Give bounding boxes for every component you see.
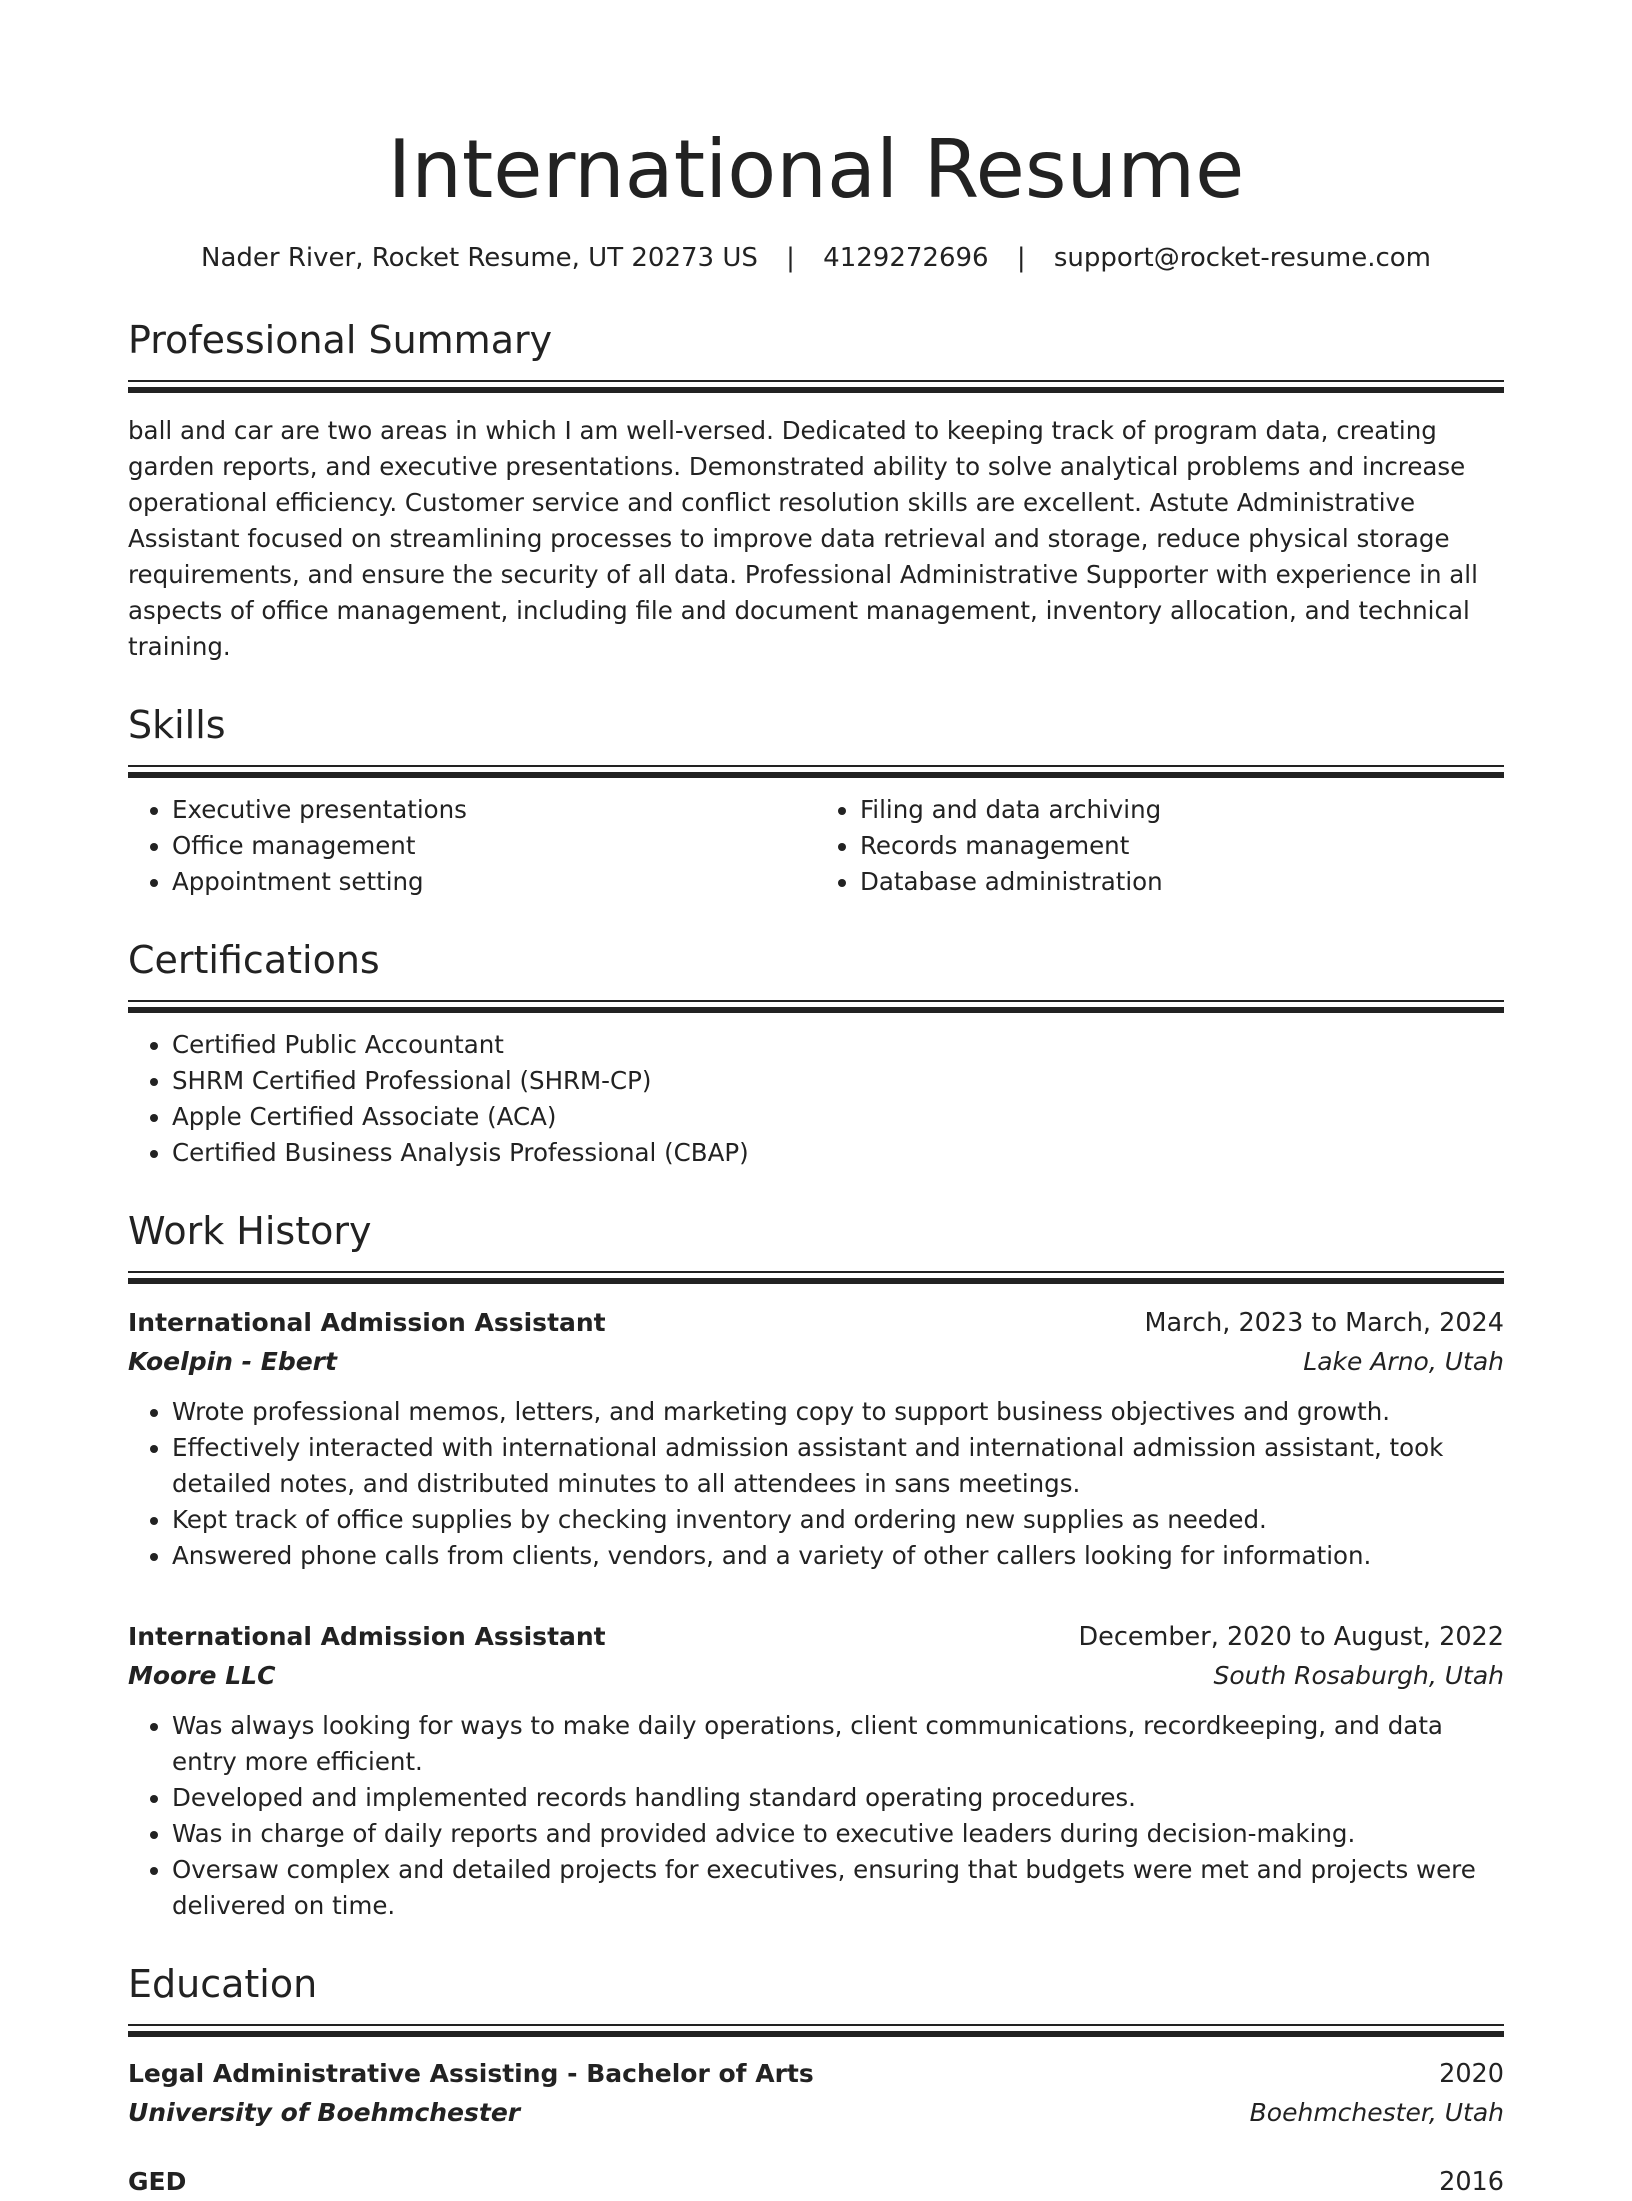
contact-phone: 4129272696 (823, 243, 989, 273)
education-entry (128, 2163, 1504, 2201)
section-heading: Skills (128, 703, 226, 747)
contact-email: support@rocket-resume.com (1053, 243, 1431, 273)
contact-address: Nader River, Rocket Resume, UT 20273 US (201, 243, 758, 273)
education-school: University of Boehmchester (128, 2098, 521, 2127)
certification-item: • Certified Business Analysis Professional (CBAP) (172, 1135, 1504, 1171)
skill-item: • Executive presentations (172, 792, 816, 828)
job-duties (128, 1394, 1504, 1574)
education-degree: GED (128, 2167, 187, 2196)
job-location: South Rosaburgh, Utah (1213, 1661, 1504, 1690)
education-degree: Legal Administrative Assisting - Bachelor of Arts (128, 2059, 814, 2088)
summary-text: ball and car are two areas in which I am well-versed. Dedicated to keeping track of program data, creating garden reports, and executive presentations. Demonstrated ability to solve analytical problems and increase operational efficiency. Customer service and conflict resolution skills are excellent. Astute Administrative Assistant focused on streamlining processes to improve data retrieval and storage, reduce physical storage requirements, and ensure the security of all data. Professional Administrative Supporter with experience in all aspects of office management, including file and document management, inventory allocation, and technical training. (128, 416, 1478, 661)
job-dates: March, 2023 to March, 2024 (1144, 1308, 1504, 1338)
section-heading: Education (128, 1962, 318, 2006)
job-company: Koelpin - Ebert (128, 1347, 337, 1376)
skill-item: • Appointment setting (172, 864, 816, 900)
skills-right-list (816, 792, 1504, 900)
skills-section (128, 701, 1504, 900)
certification-item: • Certified Public Accountant (172, 1027, 1504, 1063)
job-duties (128, 1708, 1504, 1924)
job-company: Moore LLC (128, 1661, 276, 1690)
resume-name: International Resume (387, 123, 1245, 216)
job-duty: • Was in charge of daily reports and provided advice to executive leaders during decision-making. (172, 1816, 1504, 1852)
job-duty: • Oversaw complex and detailed projects for executives, ensuring that budgets were met and projects were delivered on time. (172, 1852, 1504, 1924)
section-divider (128, 380, 1504, 393)
job-entry (128, 1618, 1504, 1924)
job-duty: • Kept track of office supplies by checking inventory and ordering new supplies as needed. (172, 1502, 1504, 1538)
skills-left-list (128, 792, 816, 900)
job-duty: • Wrote professional memos, letters, and marketing copy to support business objectives and growth. (172, 1394, 1504, 1430)
summary-section (128, 316, 1504, 665)
education-section (128, 1960, 1504, 2201)
certification-item: • SHRM Certified Professional (SHRM-CP) (172, 1063, 1504, 1099)
skill-item: • Database administration (860, 864, 1504, 900)
section-heading: Certifications (128, 938, 380, 982)
skill-item: • Office management (172, 828, 816, 864)
education-location: Boehmchester, Utah (1249, 2098, 1504, 2127)
contact-separator: | (786, 243, 795, 273)
section-heading: Professional Summary (128, 318, 553, 362)
section-divider (128, 2024, 1504, 2037)
job-duty: • Effectively interacted with international admission assistant and international admission assistant, took detailed notes, and distributed minutes to all attendees in sans meetings. (172, 1430, 1504, 1502)
certifications-list (128, 1027, 1504, 1171)
contact-line (128, 240, 1504, 276)
work-history-section (128, 1207, 1504, 1924)
job-duty: • Answered phone calls from clients, vendors, and a variety of other callers looking for information. (172, 1538, 1504, 1574)
education-year: 2020 (1439, 2059, 1504, 2089)
job-title: International Admission Assistant (128, 1308, 606, 1337)
job-location: Lake Arno, Utah (1303, 1347, 1504, 1376)
job-duty: • Developed and implemented records handling standard operating procedures. (172, 1780, 1504, 1816)
job-duty: • Was always looking for ways to make daily operations, client communications, recordkeeping, and data entry more efficient. (172, 1708, 1504, 1780)
job-entry (128, 1304, 1504, 1574)
section-divider (128, 765, 1504, 778)
section-divider (128, 1000, 1504, 1013)
education-year: 2016 (1439, 2167, 1504, 2197)
job-title: International Admission Assistant (128, 1622, 606, 1651)
contact-separator: | (1016, 243, 1026, 273)
certification-item: • Apple Certified Associate (ACA) (172, 1099, 1504, 1135)
section-heading: Work History (128, 1209, 372, 1253)
job-dates: December, 2020 to August, 2022 (1078, 1622, 1504, 1652)
skill-item: • Filing and data archiving (860, 792, 1504, 828)
certifications-section (128, 936, 1504, 1171)
education-entry (128, 2055, 1504, 2133)
section-divider (128, 1271, 1504, 1284)
skill-item: • Records management (860, 828, 1504, 864)
skills-columns (128, 792, 1504, 900)
